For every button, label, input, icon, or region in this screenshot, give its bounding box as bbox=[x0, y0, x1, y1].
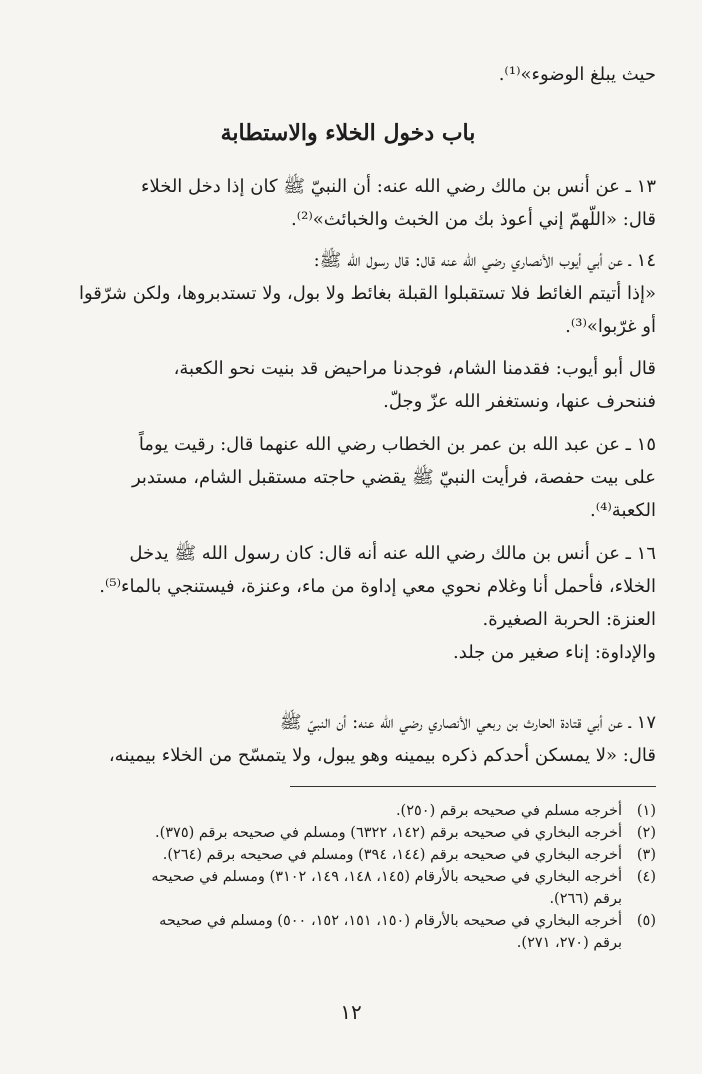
hadith-15 bbox=[40, 428, 656, 527]
intro-line: حيث يبلغ الوضوء»⁽¹⁾. bbox=[498, 64, 656, 85]
footnote-2 bbox=[40, 822, 656, 844]
footnote-continuation: برقم (٢٦٦). bbox=[549, 891, 622, 907]
hadith-13-line-1: ١٣ ـ عن أنس بن مالك رضي الله عنه: أن النبيّ ﷺ كان إذا دخل الخلاء bbox=[141, 176, 656, 197]
hadith-13 bbox=[40, 170, 656, 236]
hadith-14 bbox=[40, 244, 656, 343]
footnotes bbox=[40, 800, 656, 954]
footnote-4 bbox=[40, 866, 656, 910]
footnote-number: (١) bbox=[636, 803, 656, 819]
footnote-separator bbox=[290, 786, 656, 787]
hadith-16-line-2: الخلاء، فأحمل أنا وغلام نحوي معي إداوة من ماء، وعنزة، فيستنجي بالماء⁽⁵⁾. bbox=[99, 576, 656, 597]
definition-idawa: والإداوة: إناء صغير من جلد. bbox=[453, 642, 656, 663]
hadith-17-line-1: ١٧ ـ عن أبي قتادة الحارث بن ربعي الأنصاري رضي الله عنه: أن النبيّ ﷺ bbox=[279, 712, 656, 733]
footnote-number: (٥) bbox=[636, 913, 656, 929]
chapter-title: باب دخول الخلاء والاستطابة bbox=[220, 120, 476, 146]
definition-anaza: العنزة: الحربة الصغيرة. bbox=[482, 609, 656, 630]
hadith-16-line-1: ١٦ ـ عن أنس بن مالك رضي الله عنه أنه قال: كان رسول الله ﷺ يدخل bbox=[129, 543, 656, 564]
page-number: ١٢ bbox=[340, 1000, 362, 1024]
footnote-text: أخرجه البخاري في صحيحه بالأرقام (١٥٠، ١٥١، ١٥٢، ٥٠٠) ومسلم في صحيحه bbox=[159, 913, 622, 929]
hadith-16 bbox=[40, 537, 656, 669]
footnote-continuation: برقم (٢٧٠، ٢٧١). bbox=[516, 935, 622, 951]
hadith-13-line-2: قال: «اللّهمّ إني أعوذ بك من الخبث والخبائث»⁽²⁾. bbox=[290, 209, 656, 230]
footnote-number: (٤) bbox=[636, 869, 656, 885]
hadith-15-line-1: ١٥ ـ عن عبد الله بن عمر بن الخطاب رضي الله عنهما قال: رقيت يوماً bbox=[138, 434, 656, 455]
hadith-17-line-2: قال: «لا يمسكن أحدكم ذكره بيمينه وهو يبول، ولا يتمسّح من الخلاء بيمينه، bbox=[108, 745, 656, 766]
hadith-15-line-2: على بيت حفصة، فرأيت النبيّ ﷺ يقضي حاجته مستقبل الشام، مستدبر bbox=[131, 467, 656, 488]
footnote-text: أخرجه البخاري في صحيحه برقم (١٤٢، ٦٣٢٢) ومسلم في صحيحه برقم (٣٧٥). bbox=[154, 825, 622, 841]
hadith-17 bbox=[40, 706, 656, 772]
hadith-14-line-2: «إذا أتيتم الغائط فلا تستقبلوا القبلة بغائط ولا بول، ولا تستدبروها، ولكن شرّقوا bbox=[78, 283, 656, 304]
footnote-5 bbox=[40, 910, 656, 954]
footnote-text: أخرجه البخاري في صحيحه برقم (١٤٤، ٣٩٤) ومسلم في صحيحه برقم (٢٦٤). bbox=[162, 847, 622, 863]
hadith-14-line-3: أو غرّبوا»⁽³⁾. bbox=[565, 316, 656, 337]
footnote-3 bbox=[40, 844, 656, 866]
footnote-number: (٢) bbox=[636, 825, 656, 841]
abu-ayyub-note bbox=[40, 352, 656, 418]
abu-ayyub-line-2: فننحرف عنها، ونستغفر الله عزّ وجلّ. bbox=[383, 391, 656, 412]
abu-ayyub-line-1: قال أبو أيوب: فقدمنا الشام، فوجدنا مراحيض قد بنيت نحو الكعبة، bbox=[173, 358, 656, 379]
footnote-1 bbox=[40, 800, 656, 822]
hadith-14-line-1: ١٤ ـ عن أبي أيوب الأنصاري رضي الله عنه قال: قال رسول الله ﷺ: bbox=[313, 250, 656, 271]
hadith-15-line-3: الكعبة⁽⁴⁾. bbox=[590, 500, 656, 521]
footnote-number: (٣) bbox=[636, 847, 656, 863]
footnote-text: أخرجه مسلم في صحيحه برقم (٢٥٠). bbox=[395, 803, 622, 819]
footnote-text: أخرجه البخاري في صحيحه بالأرقام (١٤٥، ١٤٨، ١٤٩، ٣١٠٢) ومسلم في صحيحه bbox=[151, 869, 622, 885]
